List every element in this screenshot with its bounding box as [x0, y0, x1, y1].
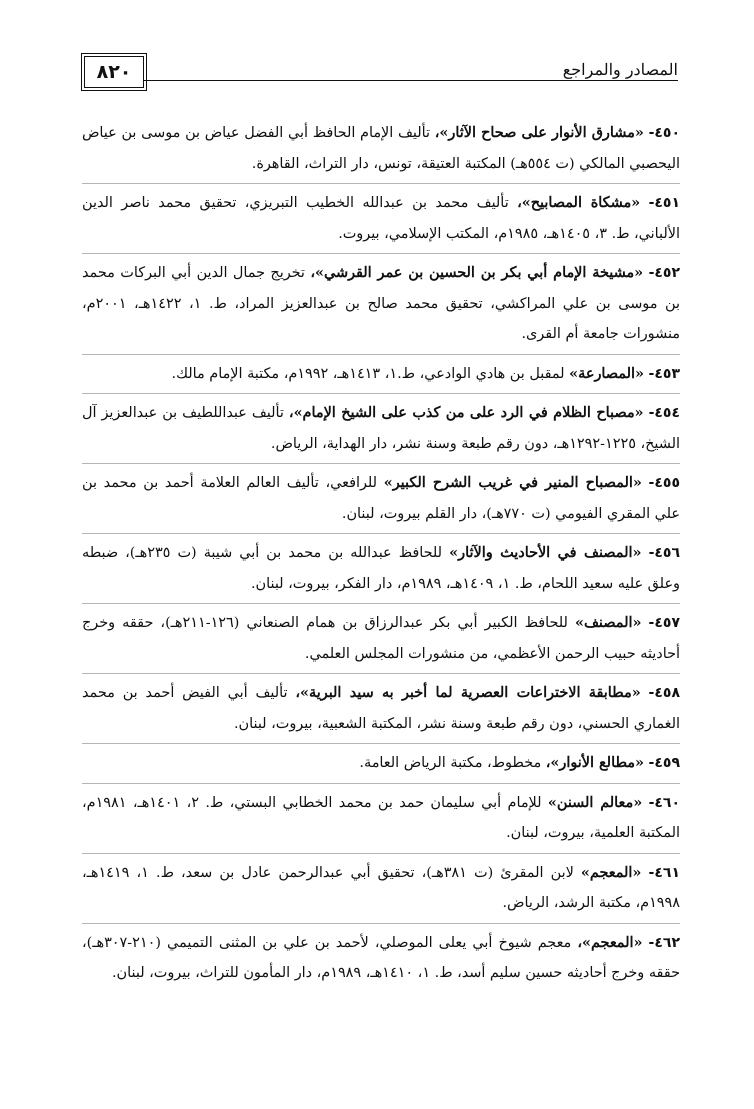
entry-number: ٤٦١-	[648, 864, 680, 881]
entry-title: «معالم السنن»	[547, 793, 643, 811]
bibliography-entry	[82, 398, 680, 464]
entry-number: ٤٥٥-	[648, 475, 680, 491]
running-title: المصادر والمراجع	[555, 60, 678, 80]
entry-number: ٤٥١-	[648, 195, 681, 211]
entry-title: «مشارق الأنوار على صحاح الآثار»،	[434, 124, 644, 141]
entry-title: «مطالع الأنوار»،	[545, 754, 644, 771]
entry-title: «مشيخة الإمام أبي بكر بن الحسين بن عمر القرشي»،	[310, 264, 644, 281]
entry-number: ٤٦٢-	[648, 934, 680, 951]
entry-text: للحافظ الكبير أبي بكر عبدالرزاق بن همام الصنعاني (١٢٦-٢١١هـ)، حققه وخرج أحاديثه حبيب الرحمن الأعظمي، من منشورات المجلس العلمي.	[82, 615, 680, 662]
entry-text: مخطوط، مكتبة الرياض العامة.	[359, 755, 542, 771]
bibliography-entry	[82, 118, 680, 184]
bibliography-entry	[82, 748, 680, 784]
bibliography-entry	[82, 788, 680, 854]
entry-text: لابن المقرئ (ت ٣٨١هـ)، تحقيق أبي عبدالرحمن عادل بن سعد، ط. ١، ١٤١٩هـ، ١٩٩٨م، مكتبة الرشد، الرياض.	[82, 864, 680, 911]
entry-title: «مشكاة المصابيح»،	[517, 194, 641, 211]
bibliography-entry	[82, 608, 680, 674]
entry-title: «المصنف في الأحاديث والآثار»	[449, 544, 642, 561]
entry-title: «المعجم»،	[577, 933, 643, 951]
entry-number: ٤٥٨-	[648, 685, 680, 701]
entry-number: ٤٥٦-	[648, 545, 681, 561]
entry-title: «المصباح المنير في غريب الشرح الكبير»	[383, 474, 642, 491]
entry-text: تأليف أبي الفيض أحمد بن محمد الغماري الحسني، دون رقم طبعة وسنة نشر، المكتبة الشعبية، بيروت، لبنان.	[82, 685, 680, 732]
bibliography-entry	[82, 858, 680, 924]
entry-title: «المعجم»	[580, 863, 642, 881]
entry-text: للحافظ عبدالله بن محمد بن أبي شيبة (ت ٢٣٥هـ)، ضبطه وعلق عليه سعيد اللحام، ط. ١، ١٤٠٩هـ، ١٩٨٩م، دار الفكر، بيروت، لبنان.	[82, 545, 680, 592]
bibliography-entry	[82, 359, 680, 395]
entry-title: «مطابقة الاختراعات العصرية لما أخبر به سيد البرية»،	[295, 684, 641, 701]
bibliography-entry	[82, 468, 680, 534]
entry-number: ٤٦٠-	[648, 794, 681, 811]
bibliography-entry	[82, 678, 680, 744]
bibliography-entry	[82, 188, 680, 254]
page-number: ٨٢٠	[84, 56, 144, 88]
entry-number: ٤٥٣-	[648, 365, 680, 382]
page-header	[84, 52, 678, 94]
entry-text: لمقبل بن هادي الوادعي، ط.١، ١٤١٣هـ، ١٩٩٢م، مكتبة الإمام مالك.	[171, 365, 565, 382]
entry-number: ٤٥٤-	[648, 405, 681, 421]
entry-number: ٤٥٧-	[648, 615, 680, 631]
entry-title: «مصباح الظلام في الرد على من كذب على الشيخ الإمام»،	[288, 404, 644, 421]
entry-text: تأليف محمد بن عبدالله الخطيب التبريزي، تحقيق محمد ناصر الدين الألباني، ط. ٣، ١٤٠٥هـ، ١٩٨٥م، المكتب الإسلامي، بيروت.	[82, 195, 680, 242]
bibliography-list	[82, 118, 680, 997]
entry-text: للإمام أبي سليمان حمد بن محمد الخطابي البستي، ط. ٢، ١٤٠١هـ، ١٩٨١م، المكتبة العلمية، بيروت، لبنان.	[82, 794, 680, 841]
entry-title: «المصنف»	[575, 614, 642, 631]
entry-title: «المصارعة»	[569, 364, 644, 382]
entry-number: ٤٥٠-	[648, 125, 681, 141]
entry-number: ٤٥٢-	[648, 265, 681, 281]
bibliography-entry	[82, 928, 680, 993]
entry-text: للرافعي، تأليف العالم العلامة أحمد بن محمد بن علي المقري الفيومي (ت ٧٧٠هـ)، دار القلم بيروت، لبنان.	[82, 475, 680, 522]
entry-text: معجم شيوخ أبي يعلى الموصلي، لأحمد بن علي بن المثنى التميمي (٢١٠-٣٠٧هـ)، حققه وخرج أحاديثه حسين سليم أسد، ط. ١، ١٤١٠هـ، ١٩٨٩م، دار المأمون للتراث، بيروت، لبنان.	[82, 934, 680, 981]
entry-number: ٤٥٩-	[648, 755, 680, 771]
entry-text: تخريج جمال الدين أبي البركات محمد بن موسى بن علي المراكشي، تحقيق محمد صالح بن عبدالعزيز المراد، ط. ١، ١٤٢٢هـ، ٢٠٠١م، منشورات جامعة أم القرى.	[82, 265, 680, 342]
header-rule	[84, 80, 678, 81]
bibliography-entry	[82, 538, 680, 604]
bibliography-entry	[82, 258, 680, 355]
entry-text: تأليف عبداللطيف بن عبدالعزيز آل الشيخ، ١٢٢٥-١٢٩٢هـ، دون رقم طبعة وسنة نشر، دار الهداية، الرياض.	[82, 405, 680, 452]
entry-text: تأليف الإمام الحافظ أبي الفضل عياض بن موسى بن عياض اليحصبي المالكي (ت ٥٥٤هـ) المكتبة العتيقة، تونس، دار التراث، القاهرة.	[82, 125, 680, 172]
